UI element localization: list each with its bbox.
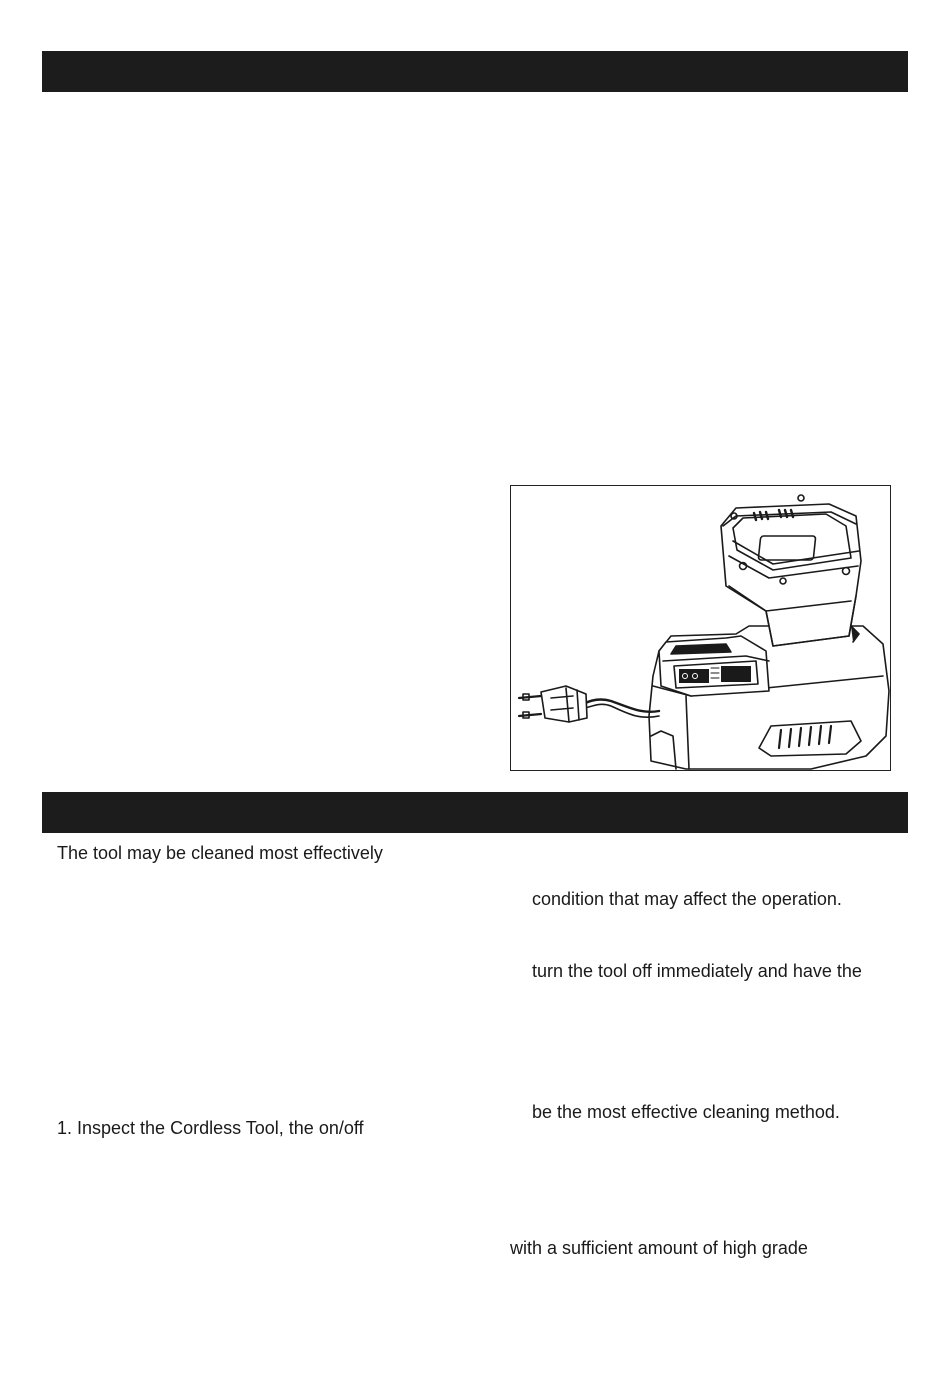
section-header-bar-maintenance (42, 792, 908, 833)
battery-charger-drawing (511, 486, 892, 772)
section-header-bar-top (42, 51, 908, 92)
body-text-line: with a sufficient amount of high grade (510, 1238, 808, 1258)
body-text-line: be the most effective cleaning method. (532, 1102, 840, 1122)
body-text-line: turn the tool off immediately and have the (532, 961, 862, 981)
body-text-line: The tool may be cleaned most effectively (57, 843, 383, 863)
body-text-line: 1. Inspect the Cordless Tool, the on/off (57, 1118, 364, 1138)
charger-illustration (510, 485, 891, 771)
body-text-line: condition that may affect the operation. (532, 889, 842, 909)
